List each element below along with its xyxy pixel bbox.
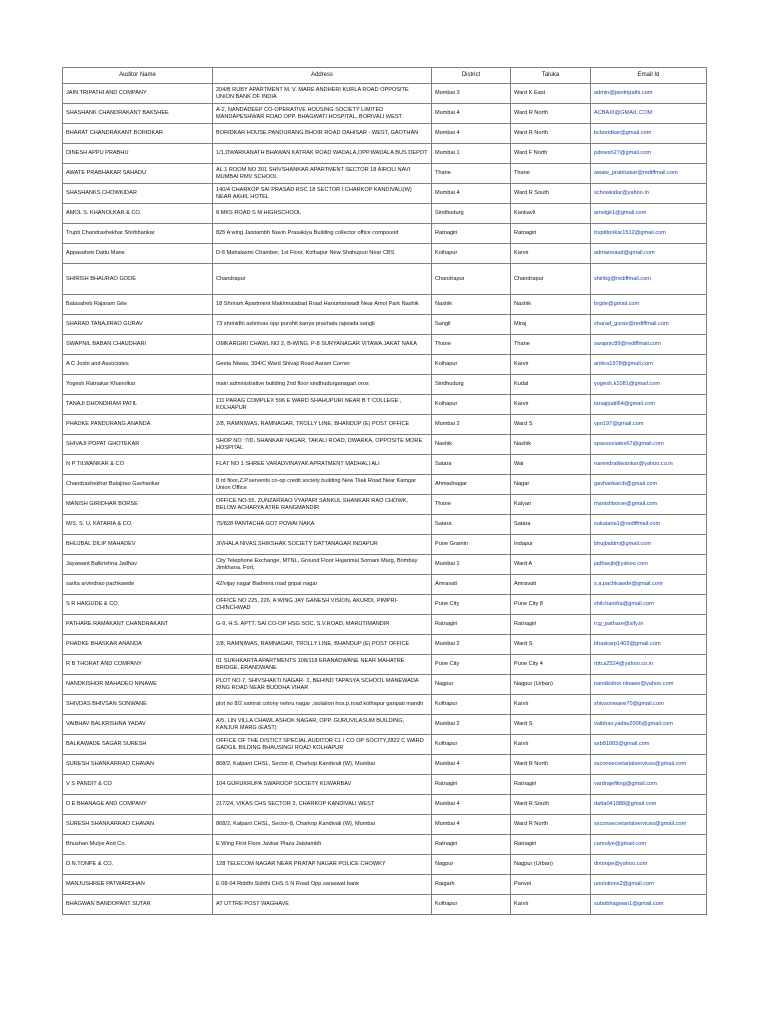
district-cell: Thane: [432, 335, 511, 355]
district-cell: Pune Gramin: [432, 535, 511, 555]
email-cell: swapnic89@rediffmail.com: [591, 335, 707, 355]
taluka-cell: Ward R North: [511, 104, 591, 124]
address-cell: D-6 Mahalaxmi Chamber, 1st Floor, Kolhapur New Shahupuri Near CBS: [213, 244, 432, 264]
address-cell: OMKARGIRI CHAWL NO 2, B-WING, P-8 SURYANAGAR VITAWA JAKAT NAKA: [213, 335, 432, 355]
email-cell: s.a.pachkawde@gmail.com: [591, 575, 707, 595]
email-cell: camulye@gmail.com: [591, 835, 707, 855]
address-cell: Geeta Niwas, 394/C Ward Shivaji Road Aaram Corner: [213, 355, 432, 375]
address-cell: E Wing First Floor Javkar Plaza Jaistambh: [213, 835, 432, 855]
table-row: [63, 495, 707, 515]
table-row: [63, 164, 707, 184]
district-cell: Ratnagiri: [432, 224, 511, 244]
district-cell: Amravati: [432, 575, 511, 595]
table-row: [63, 104, 707, 124]
table-row: [63, 675, 707, 695]
district-cell: Mumbai 4: [432, 815, 511, 835]
address-cell: SHOP NO :7/D, SHANKAR NAGAR, TAKALI ROAD, DWARKA, OPPOSITE MORE HOSPITAL: [213, 435, 432, 455]
district-cell: Thane: [432, 495, 511, 515]
auditor-name-cell: N P TILWANKAR & CO: [63, 455, 213, 475]
district-cell: Kolhapur: [432, 395, 511, 415]
email-cell: anikra1978@gmail.com: [591, 355, 707, 375]
table-row: [63, 555, 707, 575]
auditor-name-cell: Chandrashekhar Balajirao Gavhankar: [63, 475, 213, 495]
table-row: [63, 375, 707, 395]
auditor-name-cell: M/S. S. U. KATARIA & CO.: [63, 515, 213, 535]
email-cell: nandkishor.ninawe@yahoo.com: [591, 675, 707, 695]
taluka-cell: Ratnagiri: [511, 224, 591, 244]
taluka-cell: Ward R South: [511, 184, 591, 204]
auditor-name-cell: BHUJBAL DILIP MAHADEV: [63, 535, 213, 555]
district-cell: Ratnagiri: [432, 615, 511, 635]
email-cell: bcboridkar@gmail.com: [591, 124, 707, 144]
table-row: [63, 755, 707, 775]
email-cell: pdinesh27@gmail.com: [591, 144, 707, 164]
address-cell: 2/8, RAMNIWAS, RAMNAGAR, TROLLY LINE, BHANDUP (E) POST OFFICE: [213, 415, 432, 435]
email-cell: ACBAXI@GMAIL.COM: [591, 104, 707, 124]
auditor-name-cell: sarita arvindrao pachkawde: [63, 575, 213, 595]
table-row: [63, 435, 707, 455]
district-cell: Mumbai 3: [432, 84, 511, 104]
table-row: [63, 695, 707, 715]
taluka-cell: Karvir: [511, 895, 591, 915]
auditor-name-cell: VAIBHAV BALKRISHNA YADAV: [63, 715, 213, 735]
auditor-name-cell: SWAPNIL BABAN CHAUDHARI: [63, 335, 213, 355]
taluka-cell: Ward A: [511, 555, 591, 575]
auditor-table: [62, 67, 707, 915]
taluka-cell: Kalyan: [511, 495, 591, 515]
auditor-name-cell: JAIN TRIPATHI AND COMPANY: [63, 84, 213, 104]
address-cell: 104 GURUKRUPA SWAROOP SOCIETY KUWARBAV: [213, 775, 432, 795]
address-cell: PLOT NO.7, SHIVSHAKTI NAGAR- 2, BEHIND TAPASYA SCHOOL MANEWADA RING ROAD NEAR BUDDHA VIHAR: [213, 675, 432, 695]
district-cell: Kolhapur: [432, 735, 511, 755]
email-cell: ssb81883@gmail.com: [591, 735, 707, 755]
taluka-cell: Pune City 4: [511, 655, 591, 675]
district-cell: Mumbai 4: [432, 755, 511, 775]
address-cell: 8 rd floor,Z.P.servents co-op credit society building New Tilak Road Near Kamgar Union Office: [213, 475, 432, 495]
table-row: [63, 535, 707, 555]
email-cell: gavhankarcb@gmail.com: [591, 475, 707, 495]
taluka-cell: Ward S: [511, 415, 591, 435]
district-cell: Kolhapur: [432, 895, 511, 915]
taluka-cell: Nashik: [511, 435, 591, 455]
table-row: [63, 455, 707, 475]
table-row: [63, 355, 707, 375]
district-cell: Ahmadnagar: [432, 475, 511, 495]
email-cell: rcg_pathare@sify.in: [591, 615, 707, 635]
address-cell: E 08-04 Riddhi Siddhi CHS S N Road Opp.saraswat bank: [213, 875, 432, 895]
email-cell: dntonpe@yahoo.com: [591, 855, 707, 875]
email-cell: bhujbaldm@gmail.com: [591, 535, 707, 555]
auditor-name-cell: D.N.TONPE & CO.: [63, 855, 213, 875]
email-cell: datta041988@gmail.com: [591, 795, 707, 815]
district-cell: Mumbai 4: [432, 795, 511, 815]
taluka-cell: Wai: [511, 455, 591, 475]
taluka-cell: Ratnagiri: [511, 835, 591, 855]
auditor-name-cell: SURESH SHANKARRAO CHAVAN: [63, 755, 213, 775]
auditor-name-cell: SHARAD TANAJIRAO GURAV: [63, 315, 213, 335]
table-row: [63, 295, 707, 315]
district-cell: Pune City: [432, 595, 511, 615]
taluka-cell: Nagpur (Urban): [511, 675, 591, 695]
auditor-name-cell: MANISH GIRIDHAR BORSE: [63, 495, 213, 515]
auditor-name-cell: S R HAIGUDE & CO.: [63, 595, 213, 615]
district-cell: Satara: [432, 515, 511, 535]
table-row: [63, 635, 707, 655]
district-cell: Sangli: [432, 315, 511, 335]
table-row: [63, 475, 707, 495]
taluka-cell: Nagar: [511, 475, 591, 495]
email-cell: vaibhav.yadav2006@gmail.com: [591, 715, 707, 735]
header-auditor-name: Auditor Name: [63, 68, 213, 84]
address-cell: A-2, NANDADEEP CO-OPERATIVE HOUSING SOCIETY LIMITED MANDAPESHWAR ROAD OPP. BHAGWATI HOSPITAL, BORIVALI WEST: [213, 104, 432, 124]
address-cell: 1/1,DWARKANATH BHAWAN KATRAK ROAD WADALA,OPP.WADALA BUS DEPOT: [213, 144, 432, 164]
email-cell: brgite@gmail.com: [591, 295, 707, 315]
taluka-cell: Nashik: [511, 295, 591, 315]
taluka-cell: Pune City 8: [511, 595, 591, 615]
auditor-name-cell: SURESH SHANKARRAO CHAVAN: [63, 815, 213, 835]
district-cell: Mumbai 1: [432, 555, 511, 575]
table-row: [63, 184, 707, 204]
taluka-cell: Ward S: [511, 635, 591, 655]
taluka-cell: Thane: [511, 164, 591, 184]
auditor-name-cell: BALKAWADE SAGAR SURESH: [63, 735, 213, 755]
email-cell: narendratilwankar@yahoo.co.in: [591, 455, 707, 475]
taluka-cell: Nagpur (Urban): [511, 855, 591, 875]
email-cell: yogesh.k1081@gmail.com: [591, 375, 707, 395]
table-row: [63, 795, 707, 815]
header-email: Email Id: [591, 68, 707, 84]
auditor-name-cell: PATHARE RAMAKANT CHANDRAKANT: [63, 615, 213, 635]
district-cell: Kolhapur: [432, 695, 511, 715]
table-row: [63, 415, 707, 435]
auditor-name-cell: SHIRISH BHAURAO GODE: [63, 264, 213, 295]
table-row: [63, 515, 707, 535]
auditor-name-cell: Jayawant Balkrishna Jadhav: [63, 555, 213, 575]
email-cell: uoolutions2@gmail.com: [591, 875, 707, 895]
table-row: [63, 855, 707, 875]
taluka-cell: Ward S: [511, 715, 591, 735]
taluka-cell: Ward F North: [511, 144, 591, 164]
auditor-name-cell: PHADKE PANDURANG ANANDA: [63, 415, 213, 435]
address-cell: 128 TELECOM NAGAR NEAR PRATAP NAGAR POLICE CHOWKY: [213, 855, 432, 875]
auditor-table-sheet: [62, 67, 706, 915]
taluka-cell: Satara: [511, 515, 591, 535]
auditor-name-cell: DINESH APPU PRABHU: [63, 144, 213, 164]
district-cell: Kolhapur: [432, 244, 511, 264]
address-cell: AL 1 ROOM NO 301 SHIVSHANKAR APARTMENT SECTOR 18 AIROLI NAVI MUMBAI RMV SCHOOL: [213, 164, 432, 184]
table-row: [63, 735, 707, 755]
district-cell: Mumbai 4: [432, 184, 511, 204]
address-cell: 825 A wing Jaistambh Navin Prasakiya Building collector office compound: [213, 224, 432, 244]
district-cell: Mumbai 4: [432, 104, 511, 124]
auditor-name-cell: Bhushan Mulye And Co.: [63, 835, 213, 855]
taluka-cell: Indapur: [511, 535, 591, 555]
email-cell: rbtca2524@yahoo.co.in: [591, 655, 707, 675]
taluka-cell: Ward R South: [511, 795, 591, 815]
district-cell: Nashik: [432, 435, 511, 455]
district-cell: Mumbai 1: [432, 144, 511, 164]
auditor-name-cell: BHAGWAN BANDOPANT SUTAR: [63, 895, 213, 915]
table-row: [63, 224, 707, 244]
table-row: [63, 835, 707, 855]
table-row: [63, 144, 707, 164]
email-cell: manishborse@gmail.com: [591, 495, 707, 515]
address-cell: Chandrapur: [213, 264, 432, 295]
header-taluka: Taluka: [511, 68, 591, 84]
table-row: [63, 595, 707, 615]
email-cell: tanajipatil64@gmail.com: [591, 395, 707, 415]
taluka-cell: Karvir: [511, 244, 591, 264]
table-row: [63, 84, 707, 104]
taluka-cell: Miraj: [511, 315, 591, 335]
email-cell: sukataria1@rediffmail.com: [591, 515, 707, 535]
taluka-cell: Amravati: [511, 575, 591, 595]
table-row: [63, 244, 707, 264]
header-address: Address: [213, 68, 432, 84]
auditor-name-cell: SHASHANKS CHOWKIDAR: [63, 184, 213, 204]
address-cell: 868/2, Kalpant CHSL, Sector-8, Charkop Kandivali (W), Mumbai: [213, 755, 432, 775]
district-cell: Nashik: [432, 295, 511, 315]
email-cell: amolgk1@gmail.com: [591, 204, 707, 224]
auditor-name-cell: AWATE PRABHAKAR SAHADU: [63, 164, 213, 184]
taluka-cell: Ward R North: [511, 124, 591, 144]
table-row: [63, 875, 707, 895]
address-cell: OFFICE OF THE DISTICT SPECIAL AUDITOR CL I CO OP SOCITY,2822 C WARD GADGIL BILDING BHAUSINGI ROAD KOLHAPUR: [213, 735, 432, 755]
district-cell: Pune City: [432, 655, 511, 675]
auditor-name-cell: Balasaheb Rajaram Gite: [63, 295, 213, 315]
email-cell: sutarbhagwan1@gmail.com: [591, 895, 707, 915]
table-row: [63, 395, 707, 415]
email-cell: shilchandra@gmail.com: [591, 595, 707, 615]
taluka-cell: Ward K East: [511, 84, 591, 104]
table-row: [63, 204, 707, 224]
address-cell: FLAT NO 1 SHREE VARADVINAYAK APRATMENT MADHALI ALI: [213, 455, 432, 475]
auditor-name-cell: V S PANDIT & CO: [63, 775, 213, 795]
address-cell: 111 PARAG COMPLEX 596 E WARD SHAHUPURI NEAR B T COLLEGE , KOLHAPUR: [213, 395, 432, 415]
address-cell: OFFICE NO 225, 226, A WING JAY GANESH VISION, AKURDI, PIMPRI-CHINCHWAD: [213, 595, 432, 615]
taluka-cell: Panvel: [511, 875, 591, 895]
email-cell: jadhavjb@yahoo.com: [591, 555, 707, 575]
address-cell: AT UTTRE POST WAGHAVE: [213, 895, 432, 915]
auditor-name-cell: SHIVAJI POPAT GHOTEKAR: [63, 435, 213, 455]
address-cell: plot no 8/2 samrat colony nehru nagar ,isolation hos.p.road kolhapur ganpati mandir: [213, 695, 432, 715]
district-cell: Chandrapur: [432, 264, 511, 295]
district-cell: Kolhapur: [432, 355, 511, 375]
table-row: [63, 775, 707, 795]
email-cell: spassociates67@gmail.com: [591, 435, 707, 455]
email-cell: awate_prabhakar@rediffmail.com: [591, 164, 707, 184]
header-row: [63, 68, 707, 84]
email-cell: sharad_gurav@rediffmail.com: [591, 315, 707, 335]
address-cell: 140/4 CHARKOP SAI PRASAD RSC 18 SECTOR I CHARKOP KANDIVALI(W) NEAR AKHIL HOTEL: [213, 184, 432, 204]
taluka-cell: Karvir: [511, 355, 591, 375]
taluka-cell: Ratnagiri: [511, 775, 591, 795]
district-cell: Sindhudurg: [432, 375, 511, 395]
address-cell: 2/8, RAMNIWAS, RAMNAGAR, TROLLY LINE, BHANDUP (E) POST OFFICE: [213, 635, 432, 655]
table-row: [63, 655, 707, 675]
table-row: [63, 335, 707, 355]
taluka-cell: Karvir: [511, 735, 591, 755]
table-row: [63, 815, 707, 835]
header-district: District: [432, 68, 511, 84]
district-cell: Sindhudurg: [432, 204, 511, 224]
address-cell: BORIDKAR HOUSE PANDURANG BHOIR ROAD DAHISAR - WEST, GAOTHAN: [213, 124, 432, 144]
address-cell: 204/B RUBY APARTMENT M. V. MARE ANDHERI KURLA ROAD OPPOSITE UNION BANK OF INDIA: [213, 84, 432, 104]
auditor-name-cell: NANDKISHOR MAHADEO NINAWE: [63, 675, 213, 695]
auditor-name-cell: Yogesh Ratnakar Khanolkar: [63, 375, 213, 395]
table-row: [63, 715, 707, 735]
address-cell: 42/vijay nagar Badnera road gopal nagar: [213, 575, 432, 595]
auditor-name-cell: A C Joshi and Associates: [63, 355, 213, 375]
auditor-name-cell: Trupti Chandrashekhar Shirbhankar: [63, 224, 213, 244]
taluka-cell: Chandrapur: [511, 264, 591, 295]
district-cell: Nagpur: [432, 855, 511, 875]
address-cell: 18 Shriram Apartment Makhmalabad Road Hanumanwadi Near Amol Park Nashik: [213, 295, 432, 315]
district-cell: Ratnagiri: [432, 835, 511, 855]
district-cell: Mumbai 4: [432, 124, 511, 144]
email-cell: admin@jaintripathi.com: [591, 84, 707, 104]
email-cell: ssconsecretarialservices@gmail.com: [591, 815, 707, 835]
auditor-name-cell: SHASHANK CHANDRAKANT BAKSHEE: [63, 104, 213, 124]
address-cell: main administrative building 2nd floor sindhudurganagari oros: [213, 375, 432, 395]
district-cell: Thane: [432, 164, 511, 184]
address-cell: G-9, H.S. APTT, SAI CO-OP HSG SOC, S.V.ROAD, MARUTIMANDIR: [213, 615, 432, 635]
taluka-cell: Kankavli: [511, 204, 591, 224]
email-cell: shivsonwane70@gmail.com: [591, 695, 707, 715]
table-row: [63, 575, 707, 595]
district-cell: Ratnagiri: [432, 775, 511, 795]
email-cell: vpn197@gmail.com: [591, 415, 707, 435]
auditor-name-cell: R B THORAT AND COMPANY: [63, 655, 213, 675]
table-row: [63, 615, 707, 635]
district-cell: Satara: [432, 455, 511, 475]
address-cell: 75/828 PANTACHA GOT POWAI NAKA: [213, 515, 432, 535]
address-cell: OFFICE NO-55, ZUNZARRAO VYAPARI SANKUL SHANKAR RAO CHOWK, BELOW ACHARYA ATRE RANGMANDIR: [213, 495, 432, 515]
taluka-cell: Thane: [511, 335, 591, 355]
table-row: [63, 895, 707, 915]
address-cell: JIVHALA NIVAS,SHIKSHAK SOCIETY DATTANAGAR INDAPUR: [213, 535, 432, 555]
table-row: [63, 264, 707, 295]
address-cell: A/5, LIN VILLA CHAWL ASHOK NAGAR, OPP. GURUVILASUM BUILDING, KANJUR MARG (EAST): [213, 715, 432, 735]
auditor-name-cell: MANJUSHREE PATWARDHAN: [63, 875, 213, 895]
auditor-name-cell: Appasaheb Dattu Mane: [63, 244, 213, 264]
taluka-cell: Karvir: [511, 695, 591, 715]
table-row: [63, 315, 707, 335]
auditor-name-cell: AMOL S. KHANOLKAR & CO.: [63, 204, 213, 224]
taluka-cell: Kudal: [511, 375, 591, 395]
taluka-cell: Karvir: [511, 395, 591, 415]
district-cell: Raigarh: [432, 875, 511, 895]
district-cell: Mumbai 2: [432, 715, 511, 735]
email-cell: shiribg@rediffmail.com: [591, 264, 707, 295]
taluka-cell: Ratnagiri: [511, 615, 591, 635]
table-row: [63, 124, 707, 144]
email-cell: bhaskarp1403@gmail.com: [591, 635, 707, 655]
auditor-name-cell: PHADKE BHASKAR ANANDA: [63, 635, 213, 655]
auditor-name-cell: D E BHANAGE AND COMPANY: [63, 795, 213, 815]
email-cell: truptiborkar1512@gmail.com: [591, 224, 707, 244]
address-cell: 01 SUKHKARTA APARTMENTS 108/118 ERANADWANE NEAR MAHATRE BRIDGE, ERANDWANE: [213, 655, 432, 675]
auditor-name-cell: TANAJI DHONDIRAM PATIL: [63, 395, 213, 415]
address-cell: 8 MKS ROAD S M HIGHSCHOOL: [213, 204, 432, 224]
auditor-name-cell: SHIVDAS BHIVSAN SONWANE: [63, 695, 213, 715]
email-cell: schowkidar@yahoo.in: [591, 184, 707, 204]
address-cell: 217/24, VIKAS CHS SECTOR 2, CHARKOP KANDIVALI WEST: [213, 795, 432, 815]
address-cell: 868/2, Kalpant CHSL, Sector-8, Charkop Kandivali (W), Mumbai: [213, 815, 432, 835]
taluka-cell: Ward R North: [511, 815, 591, 835]
address-cell: 73 shrinidhi ashnivas opp purohit kanya prashala rajwada sangli: [213, 315, 432, 335]
email-cell: vardrajefiling@gmail.com: [591, 775, 707, 795]
email-cell: admaneaud@gmail.com: [591, 244, 707, 264]
address-cell: City Telephone Exchange, MTNL, Ground Floor Hajarimal Somani Marg, Bombay Jimkhana. Fort,: [213, 555, 432, 575]
taluka-cell: Ward R North: [511, 755, 591, 775]
district-cell: Nagpur: [432, 675, 511, 695]
auditor-name-cell: BHARAT CHANDRAKANT BORIDKAR: [63, 124, 213, 144]
email-cell: ssconsecretarialservices@gmail.com: [591, 755, 707, 775]
district-cell: Mumbai 2: [432, 415, 511, 435]
district-cell: Mumbai 2: [432, 635, 511, 655]
